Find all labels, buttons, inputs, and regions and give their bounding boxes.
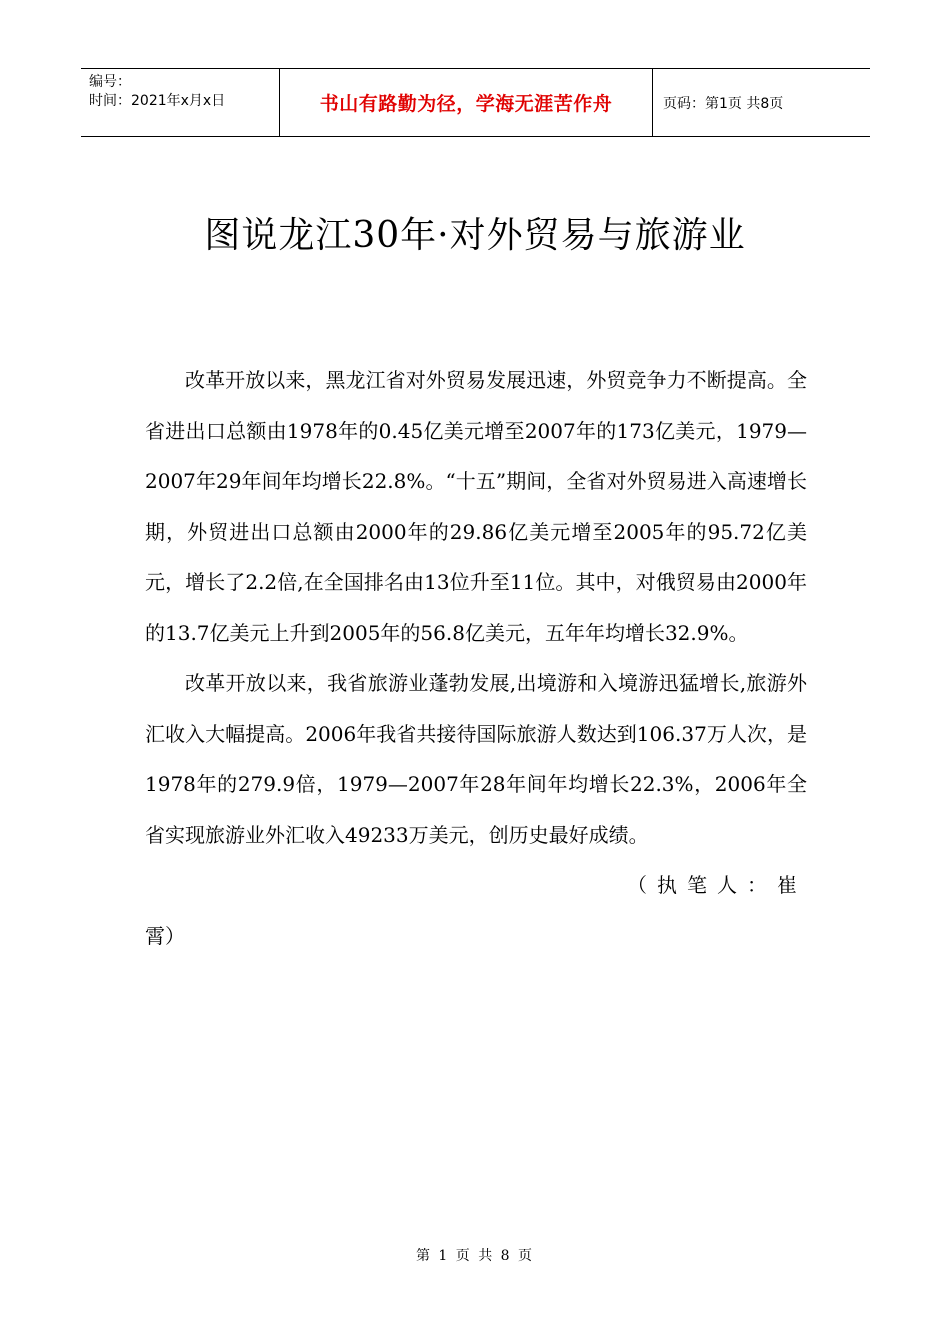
document-title: 图说龙江30年·对外贸易与旅游业 [204, 215, 746, 256]
document-body [145, 355, 807, 961]
page-footer: 第 1 页 共 8 页 [415, 1248, 535, 1264]
header-table [81, 68, 870, 137]
document-date-label: 时间：2021年x月x日 [89, 93, 226, 109]
author-signature-tail: 霄） [145, 923, 185, 948]
paragraph-tourism: 改革开放以来，我省旅游业蓬勃发展,出境游和入境游迅猛增长,旅游外汇收入大幅提高。2006年我省共接待国际旅游人数达到106.37万人次，是1978年的279.9倍，1979—2007年28年间年均增长22.3%，2006年全省实现旅游业外汇收入49233万美元，创历史最好成绩。 [145, 671, 807, 847]
header-meta-cell [81, 69, 280, 136]
author-signature: （执笔人：崔 [627, 873, 807, 897]
document-number-label: 编号： [89, 74, 131, 90]
header-page-info: 页码：第1页 共8页 [663, 95, 784, 112]
paragraph-foreign-trade: 改革开放以来，黑龙江省对外贸易发展迅速，外贸竞争力不断提高。全省进出口总额由1978年的0.45亿美元增至2007年的173亿美元，1979—2007年29年间年均增长22.8%。“十五”期间，全省对外贸易进入高速增长期，外贸进出口总额由2000年的29.86亿美元增至2005年的95.72亿美元，增长了2.2倍,在全国排名由13位升至11位。其中，对俄贸易由2000年的13.7亿美元上升到2005年的56.8亿美元，五年年均增长32.9%。 [145, 368, 807, 645]
header-motto: 书山有路勤为径，学海无涯苦作舟 [280, 69, 653, 136]
